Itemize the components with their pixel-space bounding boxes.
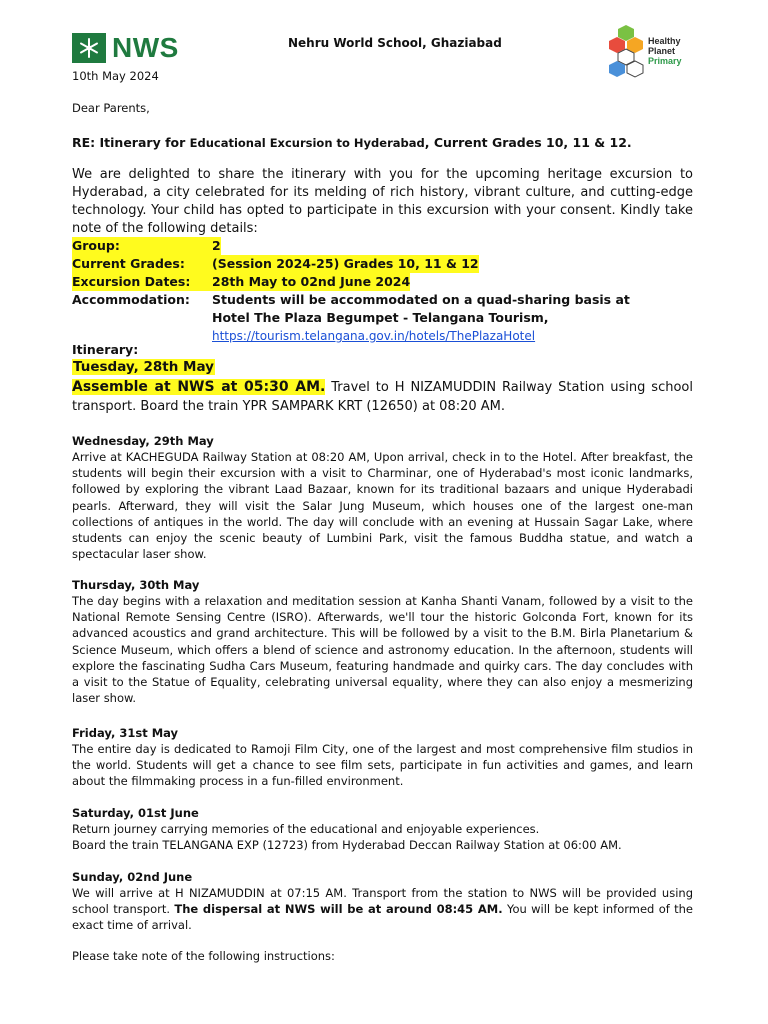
day-sunday — [72, 869, 693, 934]
detail-value: 2 — [212, 238, 221, 253]
day-text — [72, 885, 693, 934]
subject-prefix: RE: Itinerary for — [72, 135, 190, 150]
dispersal-notice: The dispersal at NWS will be at around 08:45 AM. — [174, 902, 503, 917]
day-text: Arrive at KACHEGUDA Railway Station at 08:20 AM, Upon arrival, check in to the Hotel. After breakfast, the students will begin their excursion with a visit to Charminar, one of Hyderabad's most iconic landmarks, followed by exploring the vibrant Laad Bazaar, known for its traditional bazaars and unique Hyderabadi pearls. Afterward, they will visit the Salar Jung Museum, which houses one of the largest one-man collections of antiques in the world. The day will conclude with an evening at Hussain Sagar Lake, where students can enjoy the scenic beauty of Lumbini Park, visit the famous Buddha statue, and watch a spectacular laser show. — [72, 450, 693, 562]
hotel-link[interactable]: https://tourism.telangana.gov.in/hotels/ThePlazaHotel — [212, 329, 536, 343]
hp-line-2: Planet — [648, 46, 676, 56]
detail-label: Accommodation: — [72, 292, 190, 307]
instructions-intro: Please take note of the following instructions: — [72, 949, 335, 963]
detail-value: Students will be accommodated on a quad-sharing basis at — [212, 292, 630, 307]
sunday-text-1: We will arrive at H NIZAMUDDIN at 07:15 AM. Transport from the station to NWS will be provided using school transport. — [72, 886, 693, 917]
salutation: Dear Parents, — [72, 101, 150, 115]
subject-line — [72, 135, 632, 150]
detail-dates — [72, 273, 693, 291]
detail-grades — [72, 255, 693, 273]
day-text-line-2: Board the train TELANGANA EXP (12723) from Hyderabad Deccan Railway Station at 06:00 AM. — [72, 838, 622, 853]
day-text: The day begins with a relaxation and meditation session at Kanha Shanti Vanam, followed by a visit to the National Remote Sensing Centre (ISRO). Afterwards, we'll tour the historic Golconda Fort, known for its advanced acoustics and grand architecture. This will be followed by a visit to the B.M. Birla Planetarium & Science Museum, which offers a blend of science and astronomy education. In the afternoon, students will explore the fascinating Sudha Cars Museum, featuring handmade and quirky cars. The day concludes with a visit to the Statue of Equality, celebrating universal equality, where they can also enjoy a mesmerizing laser show. — [72, 594, 693, 706]
healthy-planet-logo — [608, 10, 694, 92]
detail-value: Hotel The Plaza Begumpet - Telangana Tourism, — [212, 310, 549, 325]
intro-paragraph: We are delighted to share the itinerary with you for the upcoming heritage excursion to Hyderabad, a city celebrated for its melding of rich history, vibrant culture, and cutting-edge technology. Your child has opted to participate in this excursion with your consent. Kindly take note of the following details: — [72, 167, 693, 236]
detail-label: Current Grades: — [72, 255, 212, 273]
subject-suffix: , Current Grades 10, 11 & 12. — [424, 135, 632, 150]
day-heading: Wednesday, 29th May — [72, 434, 214, 448]
day-text-line-1: Return journey carrying memories of the educational and enjoyable experiences. — [72, 822, 540, 836]
school-name: Nehru World School, Ghaziabad — [288, 36, 502, 50]
detail-label: Excursion Dates: — [72, 273, 212, 291]
day-text: The entire day is dedicated to Ramoji Film City, one of the largest and most comprehensive film studios in the world. Students will get a chance to see film sets, participate in fun activities and games, and learn about the filmmaking process in a fun-filled environment. — [72, 742, 693, 789]
hexagon-cluster-icon — [608, 23, 644, 79]
itinerary-label: Itinerary: — [72, 342, 139, 357]
nws-logo — [72, 33, 179, 63]
day-heading: Saturday, 01st June — [72, 806, 199, 820]
detail-accommodation-link — [72, 327, 693, 345]
detail-value: 28th May to 02nd June 2024 — [212, 274, 411, 289]
day-heading: Thursday, 30th May — [72, 578, 200, 592]
logo-text: NWS — [112, 32, 179, 63]
day-heading: Sunday, 02nd June — [72, 870, 193, 884]
day-wednesday — [72, 433, 693, 562]
detail-label: Group: — [72, 237, 212, 255]
sunday-text-2: You will be kept informed of the exact time of arrival. — [72, 902, 694, 933]
assemble-notice: Assemble at NWS at 05:30 AM. — [72, 379, 326, 395]
hp-line-3: Primary — [648, 56, 682, 66]
excursion-details — [72, 237, 693, 345]
detail-value: (Session 2024-25) Grades 10, 11 & 12 — [212, 256, 479, 271]
detail-accommodation — [72, 291, 693, 309]
detail-accommodation-hotel — [72, 309, 693, 327]
hp-line-1: Healthy — [648, 36, 681, 46]
day-thursday — [72, 577, 693, 706]
letter-date: 10th May 2024 — [72, 69, 159, 83]
detail-group — [72, 237, 693, 255]
day-saturday — [72, 805, 693, 853]
snowflake-icon — [72, 33, 106, 63]
tuesday-details: Travel to H NIZAMUDDIN Railway Station using school transport. Board the train YPR SAMPARK KRT (12650) at 08:20 AM. — [72, 380, 693, 414]
subject-main: Educational Excursion to Hyderabad — [189, 136, 425, 150]
day-heading: Friday, 31st May — [72, 726, 179, 740]
day-friday — [72, 725, 693, 790]
tuesday-text — [72, 378, 693, 416]
tuesday-heading: Tuesday, 28th May — [73, 359, 214, 375]
